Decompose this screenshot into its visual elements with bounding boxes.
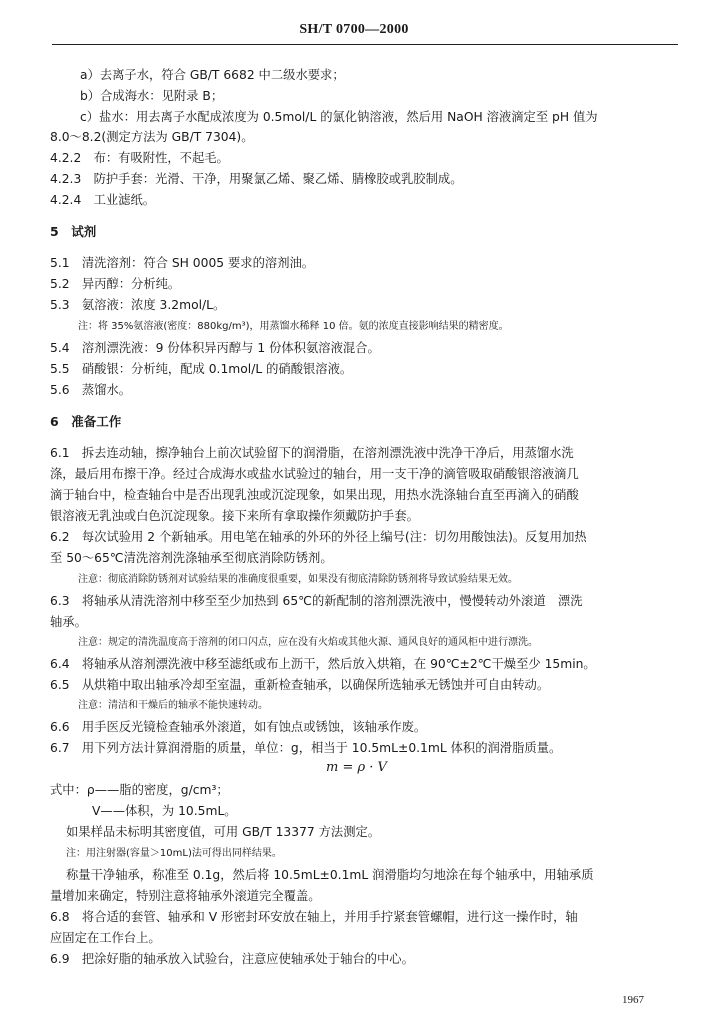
density-method-text: 如果样品未标明其密度值，可用 GB/T 13377 方法测定。 — [66, 825, 381, 839]
weighing-text-line2: 量增加来确定，特别注意将轴承外滚道完全覆盖。 — [50, 889, 321, 903]
clause-4-2-4: 4.2.4 工业滤纸。 — [50, 193, 156, 207]
item-c-cont: 8.0～8.2(测定方法为 GB/T 7304)。 — [50, 130, 254, 144]
note-6-3: 注意：规定的清洗温度高于溶剂的闭口闪点，应在没有火焰或其他火源、通风良好的通风柜中进行漂洗。 — [78, 637, 538, 648]
formula-where-rho: 式中：ρ——脂的密度，g/cm³； — [50, 783, 229, 797]
mass-formula: m = ρ · V — [326, 760, 387, 775]
section-6-heading: 6 准备工作 — [50, 414, 122, 429]
clause-6-2-line1: 6.2 每次试验用 2 个新轴承。用电笔在轴承的外环的外径上编号(注：切勿用酸蚀法)。反复用加热 — [50, 530, 587, 544]
clause-6-3-line2: 轴承。 — [50, 615, 87, 629]
section-5-heading: 5 试剂 — [50, 224, 97, 239]
clause-6-8-line1: 6.8 将合适的套管、轴承和 V 形密封环安放在轴上，并用手拧紧套管螺帽，进行这一操作时，轴 — [50, 910, 578, 924]
note-6-7: 注：用注射器(容量＞10mL)法可得出同样结果。 — [66, 848, 282, 859]
clause-4-2-3: 4.2.3 防护手套：光滑、干净，用聚氯乙烯、聚乙烯、腈橡胶或乳胶制成。 — [50, 172, 463, 186]
page-number: 1967 — [622, 994, 644, 1006]
clause-4-2-2: 4.2.2 布：有吸附性，不起毛。 — [50, 151, 229, 165]
clause-5-2: 5.2 异丙醇：分析纯。 — [50, 277, 181, 291]
clause-6-2-line2: 至 50～65℃清洗溶剂洗涤轴承至彻底消除防锈剂。 — [50, 551, 333, 565]
clause-5-6: 5.6 蒸馏水。 — [50, 383, 132, 397]
clause-6-6: 6.6 用手医反光镜检查轴承外滚道，如有蚀点或锈蚀，该轴承作废。 — [50, 720, 427, 734]
clause-6-9: 6.9 把涂好脂的轴承放入试验台，注意应使轴承处于轴台的中心。 — [50, 952, 414, 966]
weighing-text-line1: 称量干净轴承，称准至 0.1g，然后将 10.5mL±0.1mL 润滑脂均匀地涂在每个轴承中，用轴承质 — [66, 868, 594, 882]
clause-6-4: 6.4 将轴承从溶剂漂洗液中移至滤纸或布上沥干，然后放入烘箱，在 90℃±2℃干燥至少 15min。 — [50, 657, 596, 671]
formula-where-v: V——体积，为 10.5mL。 — [92, 804, 237, 818]
standard-number-header: SH/T 0700—2000 — [299, 22, 409, 37]
clause-6-1-line3: 滴于轴台中，检查轴台中是否出现乳浊或沉淀现象，如果出现，用热水洗涤轴台直至再滴入的硝酸 — [50, 488, 579, 502]
clause-6-1-line4: 银溶液无乳浊或白色沉淀现象。接下来所有拿取操作须戴防护手套。 — [50, 509, 419, 523]
item-a: a）去离子水，符合 GB/T 6682 中二级水要求； — [80, 68, 345, 82]
note-6-5: 注意：清洁和干燥后的轴承不能快速转动。 — [78, 700, 268, 711]
clause-6-5: 6.5 从烘箱中取出轴承冷却至室温，重新检查轴承，以确保所选轴承无锈蚀并可自由转动。 — [50, 678, 550, 692]
item-b: b）合成海水：见附录 B； — [80, 89, 224, 103]
clause-5-4: 5.4 溶剂漂洗液：9 份体积异丙醇与 1 份体积氨溶液混合。 — [50, 341, 380, 355]
clause-6-8-line2: 应固定在工作台上。 — [50, 931, 161, 945]
clause-6-3-line1: 6.3 将轴承从清洗溶剂中移至至少加热到 65℃的新配制的溶剂漂洗液中，慢慢转动外滚道 漂洗 — [50, 594, 583, 608]
note-6-2: 注意：彻底消除防锈剂对试验结果的准确度很重要，如果没有彻底清除防锈剂将导致试验结果无效。 — [78, 574, 518, 585]
clause-6-1-line2: 涤，最后用布擦干净。经过合成海水或盐水试验过的轴台，用一支干净的滴管吸取硝酸银溶液滴几 — [50, 467, 579, 481]
header-rule — [52, 44, 678, 45]
clause-5-1: 5.1 清洗溶剂：符合 SH 0005 要求的溶剂油。 — [50, 256, 315, 270]
clause-5-5: 5.5 硝酸银：分析纯，配成 0.1mol/L 的硝酸银溶液。 — [50, 362, 353, 376]
clause-6-1-line1: 6.1 拆去连动轴，擦净轴台上前次试验留下的润滑脂，在溶剂漂洗液中洗净干净后，用蒸馏水洗 — [50, 446, 574, 460]
item-c: c）盐水：用去离子水配成浓度为 0.5mol/L 的氯化钠溶液，然后用 NaOH 溶液滴定至 pH 值为 — [80, 110, 598, 124]
clause-5-3: 5.3 氨溶液：浓度 3.2mol/L。 — [50, 298, 226, 312]
clause-6-7: 6.7 用下列方法计算润滑脂的质量，单位：g，相当于 10.5mL±0.1mL 体积的润滑脂质量。 — [50, 741, 562, 755]
note-5-3: 注：将 35%氨溶液(密度：880kg/m³)，用蒸馏水稀释 10 倍。氨的浓度直接影响结果的精密度。 — [78, 321, 509, 332]
